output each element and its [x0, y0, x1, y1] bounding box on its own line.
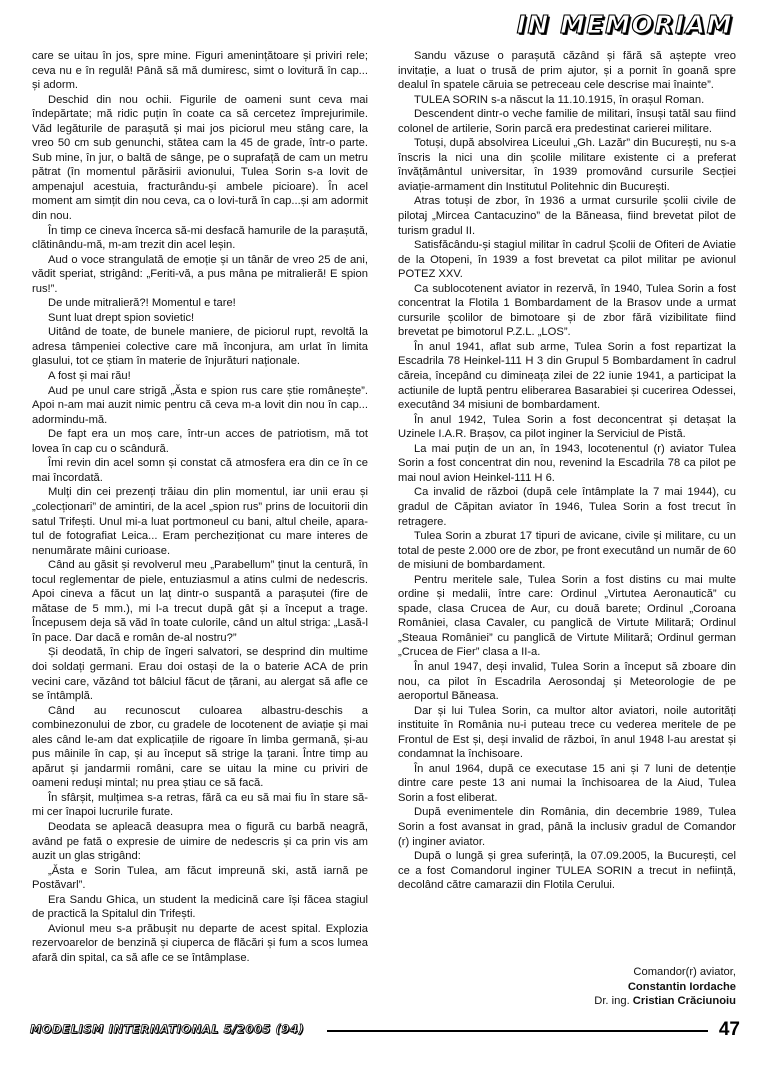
- paragraph: Satisfăcându-și stagiul militar în cadrul Școlii de Ofiteri de Aviatie de la Otopeni, în 1939 a fost brevetat ca pilot militar pe avionul POTEZ XXV.: [398, 239, 736, 281]
- paragraph: La mai puțin de un an, în 1943, locotenentul (r) aviator Tulea Sorin a fost concentrat din nou, revenind la Escadrila 78 ca pilot pe mai noul avion Heinkel-111 H 6.: [398, 442, 736, 484]
- paragraph: Când au găsit și revolverul meu „Parabellum” ținut la centură, în tocul reglementar de piele, entuziasmul a atins culmi de nedescris. Apoi cineva a făcut un laț dintr-o suspantă a parașutei (fire de mătase de 5 mm.), mi l-a trecut după gât și a început a trage. Începusem deja să văd în toate culorile, când un altul striga: „Lasă-l în pace. Dar dacă e român de-al nostru?”: [32, 559, 368, 644]
- page-footer: [0, 1019, 768, 1054]
- paragraph: Sunt luat drept spion sovietic!: [48, 311, 195, 324]
- paragraph: În sfârșit, mulțimea s-a retras, fără ca eu să mai fiu în stare să-mi cer înapoi lucrurile furate.: [32, 791, 368, 819]
- paragraph: Deodata se apleacă deasupra mea o figură cu barbă neagră, având pe fată o expresie de uimire de nedescris și ca prin vis am auzit un glas strigând:: [32, 820, 368, 863]
- paragraph: Dar și lui Tulea Sorin, ca multor altor aviatori, noile autorități instituite în România nu-i puteau trece cu vederea meritele de pe Frontul de Est și, deși invalid de război, în anul 1948 l-au arestat și condamnat la închisoare.: [398, 704, 736, 761]
- paragraph: TULEA SORIN s-a născut la 11.10.1915, în orașul Roman.: [414, 93, 705, 106]
- paragraph: Era Sandu Ghica, un student la medicină care își făcea stagiul de practică la Spitalul din Trifești.: [32, 893, 368, 921]
- signature-author-secondary-name: Cristian Crăciunoiu: [632, 995, 736, 1008]
- article-column-right: [398, 49, 736, 893]
- article-column-left: [32, 49, 368, 965]
- paragraph: Atras totuși de zbor, în 1936 a urmat cursurile școlii civile de pilotaj „Mircea Cantacuzino” de la Băneasa, fiind brevetat pilot de turism gradul II.: [398, 195, 736, 237]
- page-number: 47: [718, 1019, 740, 1040]
- section-title: IN MEMORIAM: [516, 10, 733, 39]
- paragraph: Aud o voce strangulată de emoție și un tânăr de vreo 25 de ani, vădit speriat, strigând: „Feriti-vă, a pus mâna pe mitralieră! E spion rus!”.: [32, 253, 368, 295]
- paragraph: Uitând de toate, de bunele maniere, de piciorul rupt, revoltă la adresa tâmpeniei colective care mă înconjura, am urlat în limita glasului, tot ce știam în materie de înjurături naționale.: [32, 326, 368, 368]
- paragraph: În anul 1941, aflat sub arme, Tulea Sorin a fost repartizat la Escadrila 78 Heinkel-111 H 3 din Grupul 5 Bombardament în cadrul căreia, începând cu dimineața zilei de 22 iunie 1941, a participat la actiunile de luptă pentru eliberarea Basarabiei și cucerirea Odessei, executând 34 misiuni de bombardament.: [398, 340, 736, 412]
- paragraph: Și deodată, în chip de îngeri salvatori, se desprind din multime doi soldați germani. Erau doi ostași de la o baterie ACA de prin vecini care, văzând tot bâlciul făcut de țărani, au alergat să afle ce se întâmplă.: [32, 646, 368, 703]
- paragraph: Descendent dintr-o veche familie de militari, însuși tatăl sau fiind colonel de artilerie, Sorin parcă era predestinat carierei militare.: [398, 108, 736, 135]
- signature-block: [406, 965, 736, 1009]
- paragraph: În anul 1964, după ce executase 15 ani și 7 luni de detenție dintre care peste 13 ani numai la închisoarea de la Aiud, Tulea Sorin a fost eliberat.: [398, 762, 736, 804]
- paragraph: Tulea Sorin a zburat 17 tipuri de avicane, civile și militare, cu un total de peste 2.000 ore de zbor, pe front executând un număr de 60 de misiuni de bombardament.: [398, 530, 736, 572]
- paragraph: Ca invalid de război (după cele întâmplate la 7 mai 1944), cu gradul de Căpitan aviator în 1946, Tulea Sorin a fost trecut în retragere.: [398, 486, 736, 528]
- paragraph: De unde mitralieră?! Momentul e tare!: [48, 297, 236, 310]
- paragraph: Aud pe unul care strigă „Ăsta e spion rus care știe românește”. Apoi n-am mai auzit nimic pentru că ceva m-a lovit din nou în cap... adormindu-mă.: [32, 384, 368, 426]
- paragraph: Ca sublocotenent aviator in rezervă, în 1940, Tulea Sorin a fost concentrat la Flotila 1 Bombardament de la Brasov unde a urmat cursurile școlilor de bimotoare și de zbor fără vizibilitate fiind brevetat pe bimotorul P.Z.L. „LOS”.: [398, 282, 736, 339]
- footer-publication-title: MODELISM INTERNATIONAL 5/2005 (94): [30, 1022, 305, 1036]
- signature-role: Comandor(r) aviator,: [633, 966, 736, 978]
- paragraph: După evenimentele din România, din decembrie 1989, Tulea Sorin a fost avansat in grad, până la inclusiv gradul de Comandor (r) inginer aviator.: [398, 806, 736, 848]
- paragraph: Pentru meritele sale, Tulea Sorin a fost distins cu mai multe ordine și medalii, între care: Ordinul „Virtutea Aeronautică” cu spade, clasa Crucea de Aur, cu două barete; Ordinul „Coroana României, clasa Cavaler, cu panglică de Virtute Militară; Ordinul „Steaua României” cu panglică de Virtute Militară; Ordinul german „Crucea de Fier” clasa a II-a.: [398, 573, 736, 659]
- paragraph: Îmi revin din acel somn și constat că atmosfera era din ce în ce mai încordată.: [32, 457, 368, 484]
- paragraph: În timp ce cineva încerca să-mi desfacă hamurile de la parașută, clătinându-mă, m-am trezit din acel leșin.: [32, 224, 368, 252]
- paragraph: A fost și mai rău!: [48, 370, 131, 383]
- paragraph: De fapt era un moș care, într-un acces de patriotism, mă tot lovea în cap cu o scândură.: [32, 428, 368, 455]
- section-header: [33, 12, 735, 46]
- paragraph: „Ăsta e Sorin Tulea, am făcut impreună ski, astă iarnă pe Postăvarl”.: [32, 864, 368, 892]
- paragraph: Deschid din nou ochii. Figurile de oameni sunt ceva mai îndepărtate; mă ridic puțin în coate ca să cercetez împrejurimile. Văd legăturile de parașută și mai jos piciorul meu stâng care, la vreo 50 cm sub genunchi, stătea cam la 45 de grade, într-o parte. Sub mine, în jur, o baltă de sânge, pe o suprafață de cam un metru pătrat (în momentul părăsirii avionului, Tulea Sorin s-a lovit de ampenajul acestuia, fracturându-și ambele picioare). În acel moment am simțit din nou ceva, ca o lovi-tură în cap...și am adormit din nou.: [32, 93, 368, 223]
- paragraph: În anul 1947, deși invalid, Tulea Sorin a început să zboare din nou, ca pilot în Escadrila Aerosondaj și Meteorologie de pe aeroportul Băneasa.: [398, 660, 736, 703]
- paragraph: Sandu văzuse o parașută căzând și fără să aștepte vreo invitație, a luat o trusă de prim ajutor, și a pornit în goană spre dealul în spatele căruia se petreceau cele descrise mai înainte”.: [398, 50, 736, 92]
- paragraph: care se uitau în jos, spre mine. Figuri amenințătoare și priviri rele; ceva nu e în regulă! Până să mă dumiresc, simt o lovitură în cap... și adorm.: [32, 50, 368, 92]
- signature-author-secondary-prefix: Dr. ing.: [594, 995, 633, 1008]
- signature-author-secondary: [406, 994, 736, 1009]
- paragraph: Avionul meu s-a prăbușit nu departe de acest spital. Explozia rezervoarelor de benzină și ciuperca de flăcări și fum a scos lumea afară din spital, ca să afle ce se întâmplase.: [32, 922, 368, 964]
- signature-author-primary: Constantin Iordache: [627, 980, 736, 993]
- paragraph: Mulți din cei prezenți trăiau din plin momentul, iar unii erau și „colecționari” de amintiri, de la acel „spion rus” prins de locuitorii din satul Trifești. Unul mi-a luat portmoneul cu bani, altul cheile, apara-tul de fotografiat Leica... Eram percheziționat cu mare interes de nenumărate mâini curioase.: [32, 486, 368, 557]
- paragraph: În anul 1942, Tulea Sorin a fost deconcentrat și detașat la Uzinele I.A.R. Brașov, ca pilot inginer la Serviciul de Pistă.: [398, 413, 736, 441]
- paragraph: După o lungă și grea suferință, la 07.09.2005, la București, cel ce a fost Comandorul inginer TULEA SORIN a trecut in neființă, decolând către camarazii din Flotila Cerului.: [398, 850, 736, 892]
- paragraph: Totuși, după absolvirea Liceului „Gh. Lazăr” din București, nu s-a înscris la nici una din școlile militare existente ci a preferat învățământul universitar, în 1939 promovând cursurile Secției aviație-armament din Institutul Politehnic din București.: [398, 137, 736, 193]
- paragraph: Când au recunoscut culoarea albastru-deschis a combinezonului de zbor, cu gradele de locotenent de aviație și mai ales când le-am dat explicațiile de rigoare în limba germană, și-au pus mâinile în cap, și au început să strige la țarani. Între timp au apărut și jandarmii români, care se uitau la mine cu priviri de oameni reduși mintal; nu prea știau ce să facă.: [32, 704, 368, 790]
- footer-divider-rule: [327, 1030, 708, 1032]
